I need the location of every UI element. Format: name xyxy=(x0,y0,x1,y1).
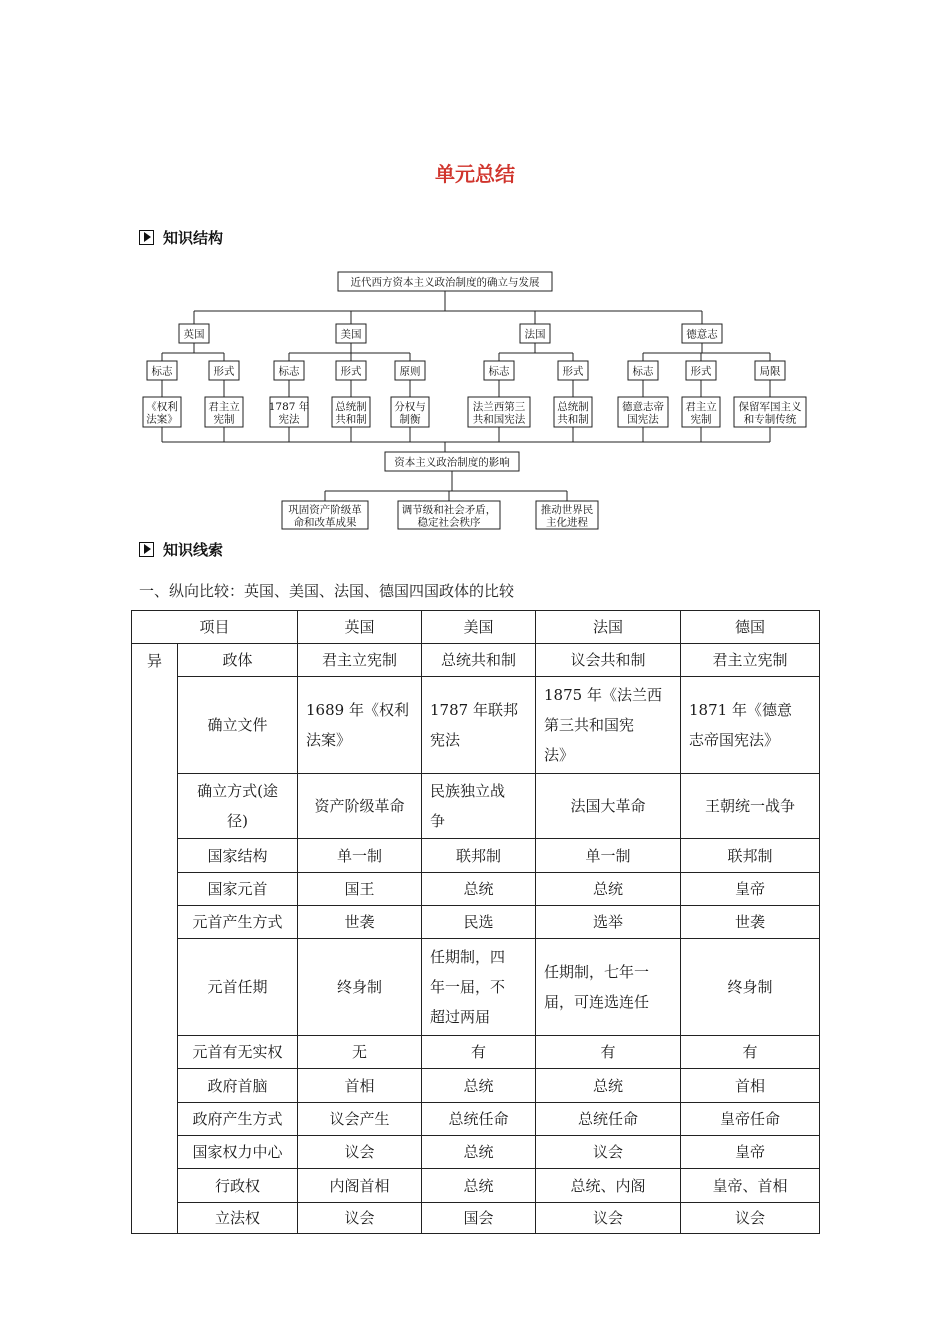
table-row xyxy=(132,1169,820,1203)
row-item-label: 立法权 xyxy=(178,1203,298,1234)
diagram-detail-box-text: 总统制 xyxy=(557,400,589,413)
table-row xyxy=(132,939,820,1036)
table-cell: 1689 年《权利 法案》 xyxy=(298,677,422,774)
diagram-aspect-box-text: 形式 xyxy=(340,365,362,378)
table-cell: 法国大革命 xyxy=(536,774,681,839)
table-row xyxy=(132,873,820,906)
diagram-detail-box-text: 国宪法 xyxy=(627,413,659,426)
table-cell: 终身制 xyxy=(681,939,820,1036)
table-row xyxy=(132,1203,820,1234)
row-item-label: 确立方式(途 径) xyxy=(178,774,298,839)
diagram-effect-box-text: 调节级和社会矛盾， xyxy=(401,503,497,516)
table-header-cell: 德国 xyxy=(681,611,820,644)
diagram-detail-box xyxy=(468,397,530,427)
table-cell: 任期制，七年一 届，可连选连任 xyxy=(536,939,681,1036)
table-row xyxy=(132,774,820,839)
table-cell: 世袭 xyxy=(681,906,820,939)
diagram-detail-box-text: 《权利 xyxy=(146,400,178,413)
diagram-effect-box xyxy=(282,501,368,529)
table-row xyxy=(132,677,820,774)
section-heading-label: 知识线索 xyxy=(163,540,224,559)
table-cell: 首相 xyxy=(681,1069,820,1103)
diagram-aspect-box xyxy=(209,361,239,380)
table-row xyxy=(132,906,820,939)
table-cell: 无 xyxy=(298,1036,422,1069)
comparison-table xyxy=(131,610,820,1234)
table-cell: 皇帝、首相 xyxy=(681,1169,820,1203)
table-cell: 皇帝任命 xyxy=(681,1103,820,1136)
row-item-label: 确立文件 xyxy=(178,677,298,774)
table-cell: 总统 xyxy=(422,873,536,906)
diagram-detail-box-text: 君主立 xyxy=(685,400,717,413)
table-cell: 君主立宪制 xyxy=(681,644,820,677)
table-cell: 总统 xyxy=(536,1069,681,1103)
table-cell: 民选 xyxy=(422,906,536,939)
table-cell: 选举 xyxy=(536,906,681,939)
table-cell: 议会 xyxy=(298,1203,422,1234)
table-cell: 终身制 xyxy=(298,939,422,1036)
section-heading-clues xyxy=(139,539,223,559)
table-cell: 单一制 xyxy=(536,839,681,873)
diagram-aspect-box-text: 形式 xyxy=(690,365,712,378)
table-cell: 总统 xyxy=(422,1169,536,1203)
table-cell: 民族独立战 争 xyxy=(422,774,536,839)
table-cell: 总统、内阁 xyxy=(536,1169,681,1203)
table-row xyxy=(132,1069,820,1103)
diagram-detail-box-text: 共和制 xyxy=(335,413,367,426)
table-cell: 总统共和制 xyxy=(422,644,536,677)
diagram-aspect-box xyxy=(484,361,514,380)
row-item-label: 国家结构 xyxy=(178,839,298,873)
diagram-detail-box-text: 君主立 xyxy=(208,400,240,413)
table-cell: 皇帝 xyxy=(681,873,820,906)
diagram-detail-box-text: 保留军国主义 xyxy=(738,400,802,413)
table-cell: 皇帝 xyxy=(681,1136,820,1169)
table-cell: 议会产生 xyxy=(298,1103,422,1136)
table-cell: 议会共和制 xyxy=(536,644,681,677)
diagram-detail-box-text: 总统制 xyxy=(335,400,367,413)
diagram-aspect-box xyxy=(755,361,785,380)
table-cell: 有 xyxy=(536,1036,681,1069)
diagram-effect-box-text: 命和改革成果 xyxy=(293,516,357,529)
table-cell: 总统任命 xyxy=(422,1103,536,1136)
diagram-aspect-box xyxy=(274,361,304,380)
diagram-detail-box xyxy=(269,397,310,427)
diagram-country-box-text: 英国 xyxy=(183,328,205,341)
table-cell: 议会 xyxy=(536,1136,681,1169)
table-cell: 议会 xyxy=(536,1203,681,1234)
table-cell: 总统任命 xyxy=(536,1103,681,1136)
diagram-detail-box-text: 德意志帝 xyxy=(622,400,664,413)
diagram-detail-box-text: 共和国宪法 xyxy=(472,413,526,426)
diagram-root-box-text: 近代西方资本主义政治制度的确立与发展 xyxy=(350,276,540,289)
diagram-detail-box-text: 法案》 xyxy=(146,413,178,426)
row-item-label: 国家权力中心 xyxy=(178,1136,298,1169)
table-cell: 1871 年《德意 志帝国宪法》 xyxy=(681,677,820,774)
table-row xyxy=(132,1036,820,1069)
table-header-cell: 英国 xyxy=(298,611,422,644)
table-header-cell: 美国 xyxy=(422,611,536,644)
row-item-label: 政府首脑 xyxy=(178,1069,298,1103)
diagram-detail-box xyxy=(618,397,668,427)
diagram-effect-box-text: 巩固资产阶级革 xyxy=(288,503,362,516)
row-item-label: 政府产生方式 xyxy=(178,1103,298,1136)
diagram-detail-box-text: 法兰西第三 xyxy=(472,400,526,413)
table-cell: 国会 xyxy=(422,1203,536,1234)
diagram-country-box-text: 法国 xyxy=(524,328,546,341)
row-item-label: 国家元首 xyxy=(178,873,298,906)
table-cell: 总统 xyxy=(422,1069,536,1103)
diagram-aspect-box xyxy=(147,361,177,380)
table-row xyxy=(132,839,820,873)
knowledge-structure-diagram xyxy=(0,0,950,545)
table-cell: 首相 xyxy=(298,1069,422,1103)
table-cell: 资产阶级革命 xyxy=(298,774,422,839)
diagram-aspect-box xyxy=(395,361,425,380)
table-cell: 世袭 xyxy=(298,906,422,939)
table-header-cell: 项目 xyxy=(132,611,298,644)
diagram-detail-box-text: 分权与 xyxy=(394,400,426,413)
page-title: 单元总结 xyxy=(435,162,515,186)
table-cell: 王朝统一战争 xyxy=(681,774,820,839)
row-item-label: 行政权 xyxy=(178,1169,298,1203)
play-triangle-icon xyxy=(139,542,154,557)
diagram-effect-box xyxy=(398,501,500,529)
table-cell: 1875 年《法兰西 第三共和国宪 法》 xyxy=(536,677,681,774)
table-row xyxy=(132,644,820,677)
diagram-detail-box-text: 宪制 xyxy=(690,413,712,426)
table-cell: 议会 xyxy=(681,1203,820,1234)
row-item-label: 政体 xyxy=(178,644,298,677)
diagram-country-box-text: 德意志 xyxy=(686,328,718,341)
diagram-aspect-box-text: 标志 xyxy=(151,365,173,378)
table-row xyxy=(132,1136,820,1169)
diagram-aspect-box xyxy=(628,361,658,380)
diagram-aspect-box-text: 标志 xyxy=(488,365,510,378)
diagram-detail-box-text: 1787 年 xyxy=(268,400,310,413)
diagram-detail-box-text: 和专制传统 xyxy=(743,413,797,426)
diagram-aspect-box xyxy=(686,361,716,380)
diagram-effect-box xyxy=(536,501,598,529)
row-item-label: 元首有无实权 xyxy=(178,1036,298,1069)
diagram-detail-box xyxy=(143,397,181,427)
diagram-detail-box-text: 制衡 xyxy=(399,413,421,426)
diagram-detail-box xyxy=(332,397,370,427)
section-heading-label: 知识结构 xyxy=(163,228,224,247)
difference-group-label: 异 xyxy=(132,644,178,1234)
table-cell: 任期制，四 年一届，不 超过两届 xyxy=(422,939,536,1036)
diagram-country-box xyxy=(336,324,366,343)
table-header-row xyxy=(132,611,820,644)
diagram-aspect-box xyxy=(336,361,366,380)
diagram-aspect-box-text: 标志 xyxy=(278,365,300,378)
diagram-effect-box-text: 主化进程 xyxy=(546,516,588,529)
diagram-detail-box-text: 宪制 xyxy=(213,413,235,426)
row-item-label: 元首产生方式 xyxy=(178,906,298,939)
diagram-aspect-box-text: 原则 xyxy=(399,365,421,378)
diagram-impact-box-text: 资本主义政治制度的影响 xyxy=(394,456,510,469)
diagram-detail-box-text: 共和制 xyxy=(557,413,589,426)
diagram-country-box xyxy=(520,324,550,343)
table-row xyxy=(132,1103,820,1136)
table-cell: 内阁首相 xyxy=(298,1169,422,1203)
diagram-detail-box xyxy=(391,397,429,427)
table-cell: 有 xyxy=(422,1036,536,1069)
diagram-country-box xyxy=(682,324,722,343)
diagram-detail-box xyxy=(734,397,806,427)
diagram-detail-box-text: 宪法 xyxy=(278,413,300,426)
diagram-root-box xyxy=(338,272,552,291)
table-cell: 1787 年联邦 宪法 xyxy=(422,677,536,774)
table-header-cell: 法国 xyxy=(536,611,681,644)
diagram-aspect-box-text: 局限 xyxy=(759,365,781,378)
diagram-effect-box-text: 稳定社会秩序 xyxy=(417,516,481,529)
diagram-detail-box xyxy=(682,397,720,427)
table-cell: 君主立宪制 xyxy=(298,644,422,677)
diagram-effect-box-text: 推动世界民 xyxy=(540,503,594,516)
diagram-aspect-box-text: 形式 xyxy=(213,365,235,378)
table-cell: 联邦制 xyxy=(681,839,820,873)
diagram-country-box-text: 美国 xyxy=(340,328,362,341)
row-item-label: 元首任期 xyxy=(178,939,298,1036)
table-cell: 单一制 xyxy=(298,839,422,873)
table-cell: 有 xyxy=(681,1036,820,1069)
table-cell: 国王 xyxy=(298,873,422,906)
table-cell: 议会 xyxy=(298,1136,422,1169)
table-cell: 总统 xyxy=(422,1136,536,1169)
diagram-detail-box xyxy=(205,397,243,427)
table-cell: 总统 xyxy=(536,873,681,906)
table-cell: 联邦制 xyxy=(422,839,536,873)
diagram-impact-box xyxy=(385,452,519,471)
comparison-subtitle: 一、纵向比较：英国、美国、法国、德国四国政体的比较 xyxy=(139,582,515,600)
diagram-aspect-box-text: 标志 xyxy=(632,365,654,378)
diagram-detail-box xyxy=(554,397,592,427)
diagram-country-box xyxy=(179,324,209,343)
diagram-aspect-box xyxy=(558,361,588,380)
diagram-aspect-box-text: 形式 xyxy=(562,365,584,378)
